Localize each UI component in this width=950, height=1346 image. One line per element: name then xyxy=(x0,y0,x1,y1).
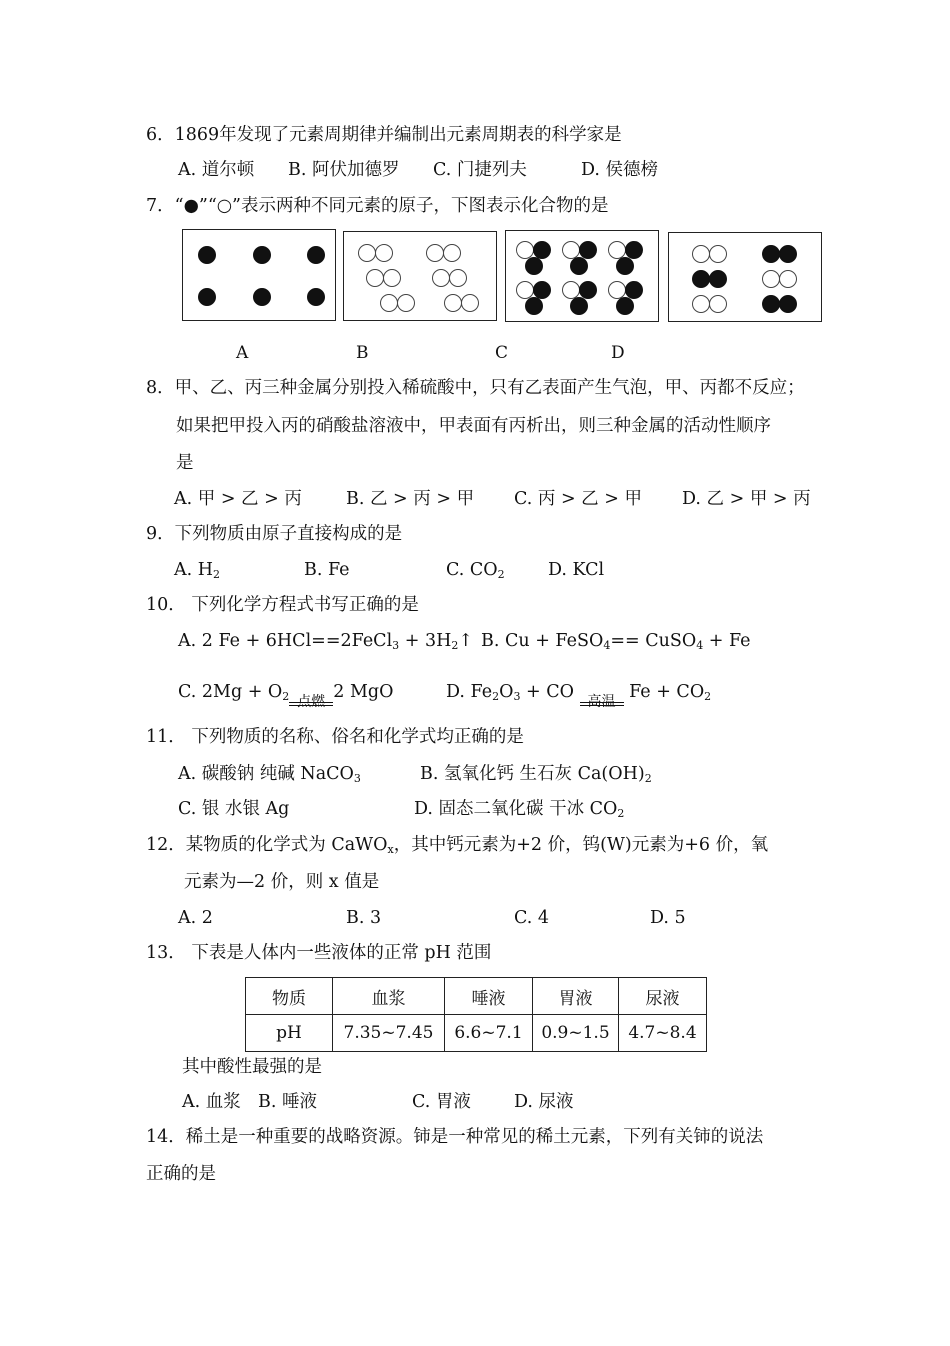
q8-line3: 是 xyxy=(176,453,194,473)
black-atom xyxy=(625,281,643,299)
white-atom xyxy=(426,244,444,262)
diagram-box-c xyxy=(505,230,659,322)
q10-stem: 10． 下列化学方程式书写正确的是 xyxy=(146,595,419,615)
q8-line1: 8．甲、乙、丙三种金属分别投入稀硫酸中，只有乙表面产生气泡，甲、丙都不反应； xyxy=(146,378,805,398)
table-cell: 4.7~8.4 xyxy=(619,1015,707,1052)
table-cell: 6.6~7.1 xyxy=(445,1015,533,1052)
q6-stem: 6．1869年发现了元素周期律并编制出元素周期表的科学家是 xyxy=(146,125,622,145)
black-atom xyxy=(692,270,710,288)
q8-line2: 如果把甲投入丙的硝酸盐溶液中，甲表面有丙析出，则三种金属的活动性顺序 xyxy=(176,416,771,436)
q6-option-a: A. 道尔顿 xyxy=(178,160,255,180)
black-atom xyxy=(570,297,588,315)
black-atom xyxy=(779,245,797,263)
table-cell: 唾液 xyxy=(445,978,533,1015)
white-atom xyxy=(375,244,393,262)
label-a: A xyxy=(236,343,249,363)
q7-stem-text: 表示两种不同元素的原子，下图表示化合物的是 xyxy=(240,196,609,216)
ph-table xyxy=(245,977,707,1052)
white-atom xyxy=(779,270,797,288)
diagram-box-a xyxy=(182,229,336,321)
q11-option-d: D. 固态二氧化碳 干冰 $CO_2$ xyxy=(414,799,625,820)
table-cell: 0.9~1.5 xyxy=(533,1015,619,1052)
black-atom xyxy=(253,246,271,264)
table-cell: 胃液 xyxy=(533,978,619,1015)
white-atom xyxy=(709,295,727,313)
black-atom xyxy=(779,295,797,313)
black-atom xyxy=(525,257,543,275)
label-c: C xyxy=(495,343,509,363)
q8-option-d: D. 乙 > 甲 > 丙 xyxy=(682,489,811,509)
table-cell: pH xyxy=(246,1015,333,1052)
q6-option-b: B. 阿伏加德罗 xyxy=(288,160,400,180)
diagram-box-b xyxy=(343,231,497,321)
q11-stem: 11． 下列物质的名称、俗名和化学式均正确的是 xyxy=(146,727,524,747)
white-atom xyxy=(709,245,727,263)
q12-option-d: D. 5 xyxy=(650,908,686,928)
white-atom xyxy=(366,269,384,287)
q10-option-d: D. $Fe_2O_3$ + CO 高温 $Fe + CO_2$ xyxy=(446,682,712,710)
q13-after: 其中酸性最强的是 xyxy=(182,1057,322,1077)
black-atom xyxy=(625,241,643,259)
q9-stem: 9．下列物质由原子直接构成的是 xyxy=(146,524,403,544)
table-cell: 物质 xyxy=(246,978,333,1015)
q9-option-c: C. $CO_2$ xyxy=(446,560,505,581)
white-atom xyxy=(380,294,398,312)
black-atom xyxy=(579,241,597,259)
white-atom xyxy=(692,295,710,313)
q12-line1: 12．某物质的化学式为 CaWO$_x$，其中钙元素为+2 价，钨(W)元素为+6 价，氧 xyxy=(146,835,769,856)
q6-option-d: D. 侯德榜 xyxy=(581,160,659,180)
reaction-condition-ignite: 点燃 xyxy=(289,702,333,709)
q9-option-b: B. Fe xyxy=(304,560,350,580)
white-atom xyxy=(397,294,415,312)
q12-line2: 元素为—2 价，则 x 值是 xyxy=(184,872,380,892)
q12-option-b: B. 3 xyxy=(346,908,382,928)
black-atom-symbol: “●” xyxy=(174,196,208,216)
q12-option-a: A. 2 xyxy=(178,908,213,928)
q13-option-c: C. 胃液 xyxy=(412,1092,471,1112)
q10-option-c: C. $2Mg + O_2$ 点燃 2 MgO xyxy=(178,682,394,710)
q11-option-c: C. 银 水银 Ag xyxy=(178,799,290,819)
label-b: B xyxy=(356,343,369,363)
q13-stem: 13． 下表是人体内一些液体的正常 pH 范围 xyxy=(146,943,492,963)
white-atom xyxy=(383,269,401,287)
white-atom xyxy=(432,269,450,287)
q13-option-a: A. 血浆 xyxy=(182,1092,241,1112)
q11-option-a: A. 碳酸钠 纯碱 NaCO$_3$ xyxy=(178,764,361,785)
white-atom xyxy=(762,270,780,288)
table-row xyxy=(246,1015,707,1052)
table-cell: 尿液 xyxy=(619,978,707,1015)
q6-option-c: C. 门捷列夫 xyxy=(433,160,527,180)
q13-option-b: B. 唾液 xyxy=(258,1092,317,1112)
white-atom-symbol: “○” xyxy=(207,196,241,216)
black-atom xyxy=(307,246,325,264)
black-atom xyxy=(253,288,271,306)
table-cell: 血浆 xyxy=(333,978,445,1015)
table-cell: 7.35~7.45 xyxy=(333,1015,445,1052)
q9-option-a: A. $H_2$ xyxy=(174,560,221,581)
reaction-condition-high-temp: 高温 xyxy=(580,702,624,709)
q13-option-d: D. 尿液 xyxy=(514,1092,574,1112)
white-atom xyxy=(358,244,376,262)
label-d: D xyxy=(611,343,625,363)
q14-line2: 正确的是 xyxy=(146,1164,216,1184)
black-atom xyxy=(198,246,216,264)
q8-option-b: B. 乙 > 丙 > 甲 xyxy=(346,489,475,509)
black-atom xyxy=(616,257,634,275)
q7-stem-number: 7． xyxy=(146,196,175,216)
q9-option-d: D. KCl xyxy=(548,560,605,580)
white-atom xyxy=(449,269,467,287)
black-atom xyxy=(762,245,780,263)
black-atom xyxy=(525,297,543,315)
black-atom xyxy=(762,295,780,313)
black-atom xyxy=(198,288,216,306)
white-atom xyxy=(461,294,479,312)
q10-option-a: A. 2 Fe + 6HCl==2FeCl$_3$ + $3H_2↑$ xyxy=(178,631,474,652)
q10-option-b: B. Cu + FeSO$_4$== CuSO$_4$ + Fe xyxy=(481,631,751,652)
q8-option-c: C. 丙 > 乙 > 甲 xyxy=(514,489,642,509)
q8-option-a: A. 甲 > 乙 > 丙 xyxy=(174,489,302,509)
black-atom xyxy=(616,297,634,315)
white-atom xyxy=(444,294,462,312)
diagram-box-d xyxy=(668,232,822,322)
q12-option-c: C. 4 xyxy=(514,908,550,928)
table-header-row xyxy=(246,978,707,1015)
black-atom xyxy=(579,281,597,299)
q7-stem xyxy=(146,194,608,218)
white-atom xyxy=(692,245,710,263)
black-atom xyxy=(709,270,727,288)
black-atom xyxy=(307,288,325,306)
white-atom xyxy=(443,244,461,262)
q11-option-b: B. 氢氧化钙 生石灰 $Ca(OH)_2$ xyxy=(420,764,652,785)
q14-line1: 14．稀土是一种重要的战略资源。铈是一种常见的稀土元素，下列有关铈的说法 xyxy=(146,1127,764,1147)
black-atom xyxy=(570,257,588,275)
